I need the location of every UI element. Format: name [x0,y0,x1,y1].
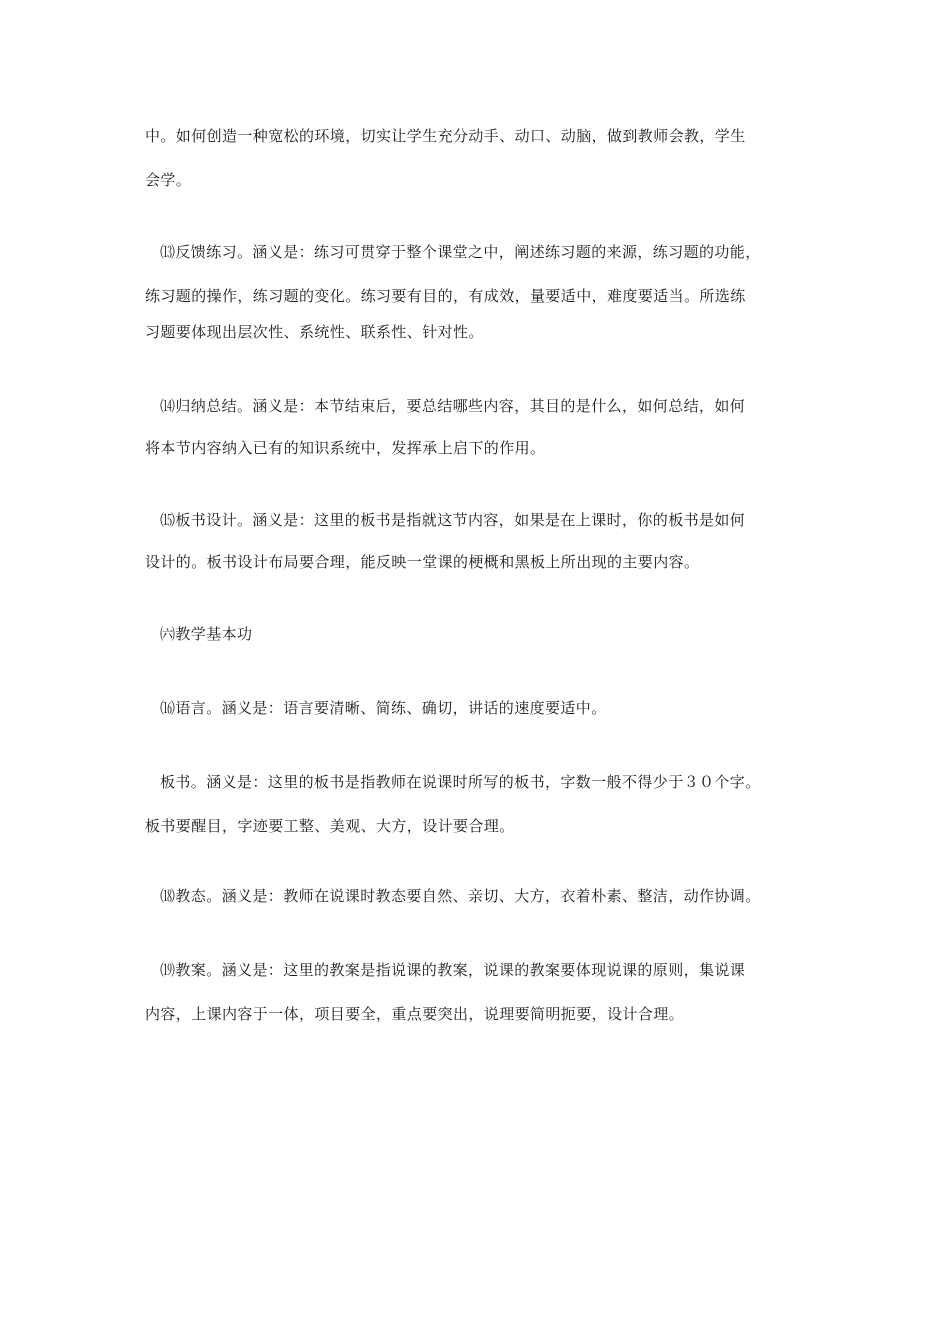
paragraph-line: 练习题的操作，练习题的变化。练习要有目的，有成效，量要适中，难度要适当。所选练 [145,287,746,305]
paragraph-line: 习题要体现出层次性、系统性、联系性、针对性。 [145,323,484,341]
paragraph-line: 板书。涵义是：这里的板书是指教师在说课时所写的板书，字数一般不得少于３０个字。 [160,773,761,791]
paragraph-line: 板书要醒目，字迹要工整、美观、大方，设计要合理。 [145,817,515,835]
paragraph-line: ⒀反馈练习。涵义是：练习可贯穿于整个课堂之中，阐述练习题的来源，练习题的功能， [160,243,761,261]
paragraph-line: 设计的。板书设计布局要合理，能反映一堂课的梗概和黑板上所出现的主要内容。 [145,553,700,571]
paragraph-line: 会学。 [145,171,192,189]
paragraph-line: ⒃语言。涵义是：语言要清晰、简练、确切，讲话的速度要适中。 [160,699,607,717]
paragraph-line: ⒅教态。涵义是：教师在说课时教态要自然、亲切、大方，衣着朴素、整洁，动作协调。 [160,887,761,905]
paragraph-line: 内容，上课内容于一体，项目要全，重点要突出，说理要简明扼要，设计合理。 [145,1005,685,1023]
paragraph-line: ⒂板书设计。涵义是：这里的板书是指就这节内容，如果是在上课时，你的板书是如何 [160,511,746,529]
paragraph-line: ⒁归纳总结。涵义是：本节结束后，要总结哪些内容，其目的是什么，如何总结，如何 [160,397,746,415]
paragraph-line: 将本节内容纳入已有的知识系统中，发挥承上启下的作用。 [145,439,546,457]
paragraph-line: 中。如何创造一种宽松的环境，切实让学生充分动手、动口、动脑，做到教师会教，学生 [145,127,746,145]
paragraph-line: ⒆教案。涵义是：这里的教案是指说课的教案，说课的教案要体现说课的原则，集说课 [160,961,746,979]
section-heading: ㈥教学基本功 [160,625,253,643]
